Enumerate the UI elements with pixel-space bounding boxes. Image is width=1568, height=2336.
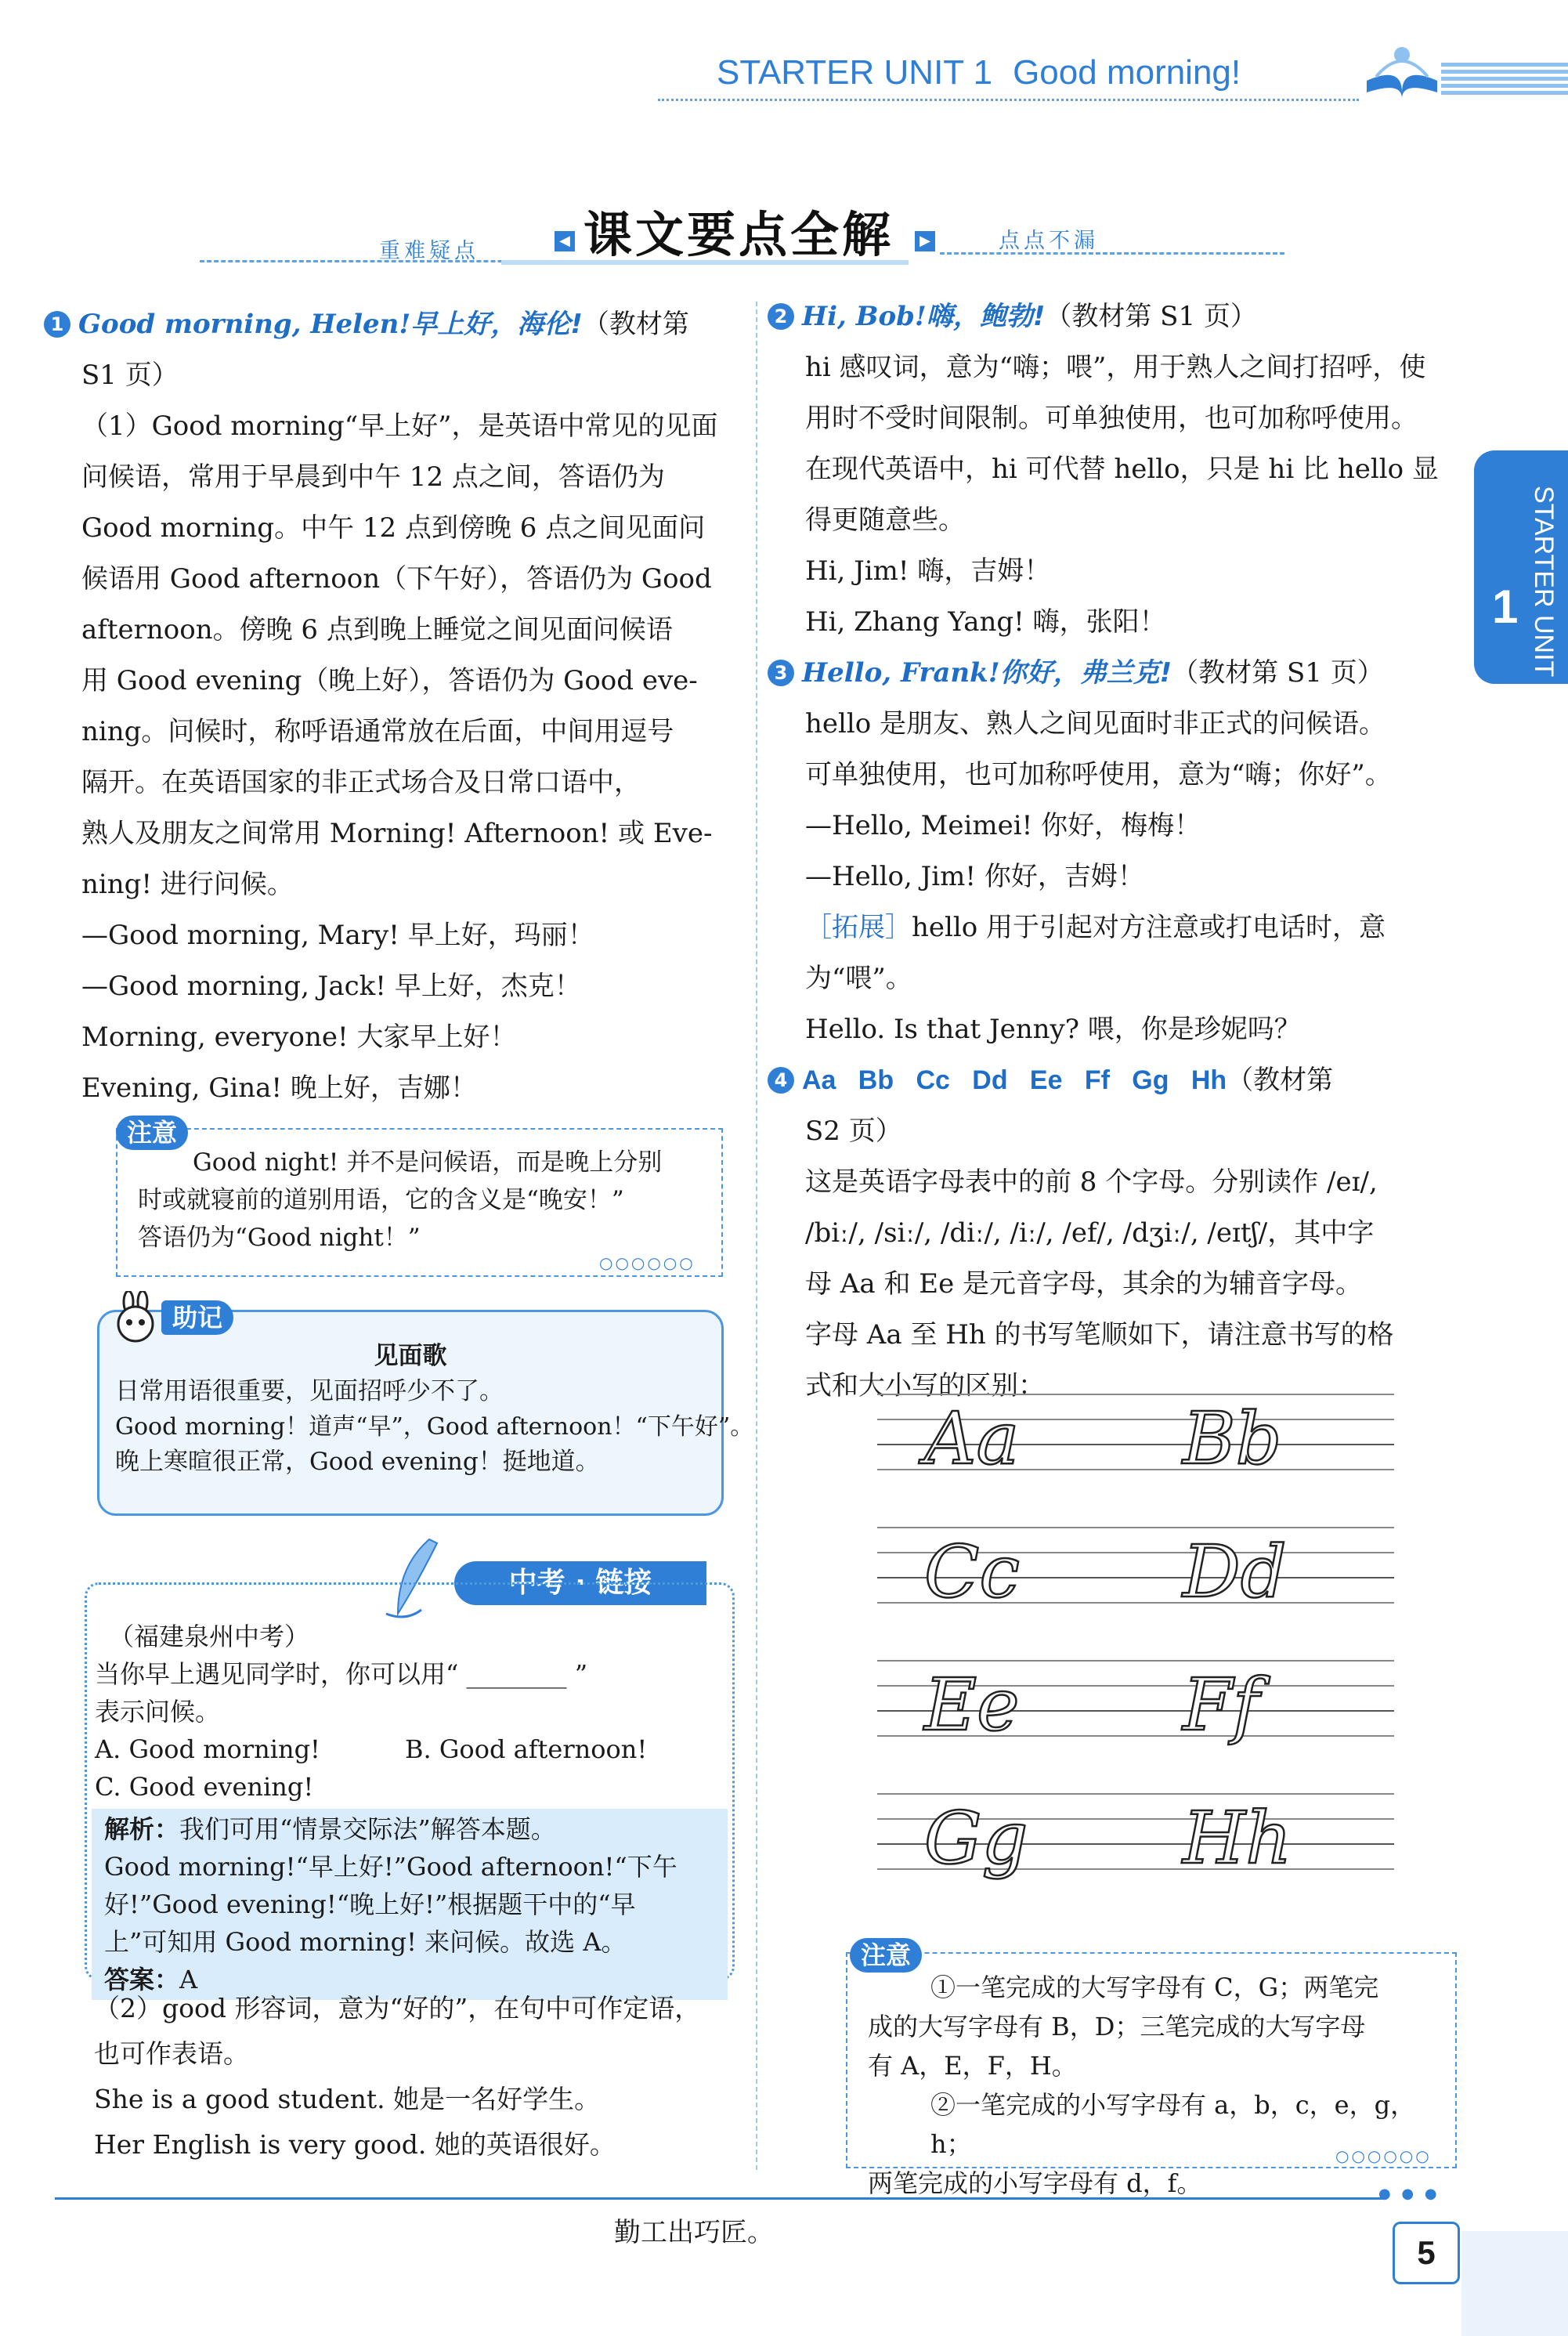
section-rule-left	[200, 260, 552, 262]
note-line: 有 A，E，F，H。	[868, 2051, 1077, 2081]
number-badge: 1	[44, 311, 70, 338]
note-line: ②一笔完成的小写字母有 a，b，c，e，g，h；	[930, 2090, 1416, 2159]
memory-line: 晚上寒暄很正常，Good evening！挺地道。	[115, 1448, 600, 1476]
extension-tag: ［拓展］	[805, 912, 912, 943]
letter-writing-grid	[877, 1383, 1394, 1915]
note-line: 答语仍为“Good night！”	[138, 1224, 421, 1252]
text-line: 用时不受时间限制。可单独使用，也可加称呼使用。	[805, 403, 1418, 434]
footer-motto: 勤工出巧匠。	[614, 2217, 774, 2248]
example-line: Evening, Gina! 晚上好，吉娜！	[81, 1072, 477, 1104]
example-line: Morning, everyone! 大家早上好！	[81, 1022, 517, 1053]
text-line: 为“喂”。	[805, 963, 912, 994]
left-column-bottom	[94, 1986, 736, 2168]
text-line: hello 用于引起对方注意或打电话时，意	[912, 912, 1386, 943]
section-rule-right	[940, 252, 1284, 255]
text-line: 母 Aa 和 Ee 是元音字母，其余的为辅音字母。	[805, 1268, 1362, 1300]
example-line: Hi, Jim! 嗨，吉姆！	[805, 555, 1051, 587]
point-3-english: Hello, Frank!	[802, 657, 1000, 689]
point-2-heading	[768, 291, 1457, 342]
point-2-chinese: 嗨，鲍勃!	[926, 301, 1046, 332]
text-line: hello 是朋友、熟人之间见面时非正式的问候语。	[805, 708, 1386, 739]
text-line: 问候语，常用于早晨到中午 12 点之间，答语仍为	[81, 461, 665, 493]
page-number-bar	[1461, 2231, 1568, 2336]
memory-line: Good morning！道声“早”，Good afternoon！“下午好”。	[115, 1413, 754, 1441]
letter-Hh: Hh	[1183, 1796, 1292, 1880]
exam-question: 当你早上遇见同学时，你可以用“ ________ ”	[95, 1659, 588, 1689]
exam-source: （福建泉州中考）	[109, 1622, 310, 1651]
side-tab-text: STARTER UNIT	[1529, 486, 1559, 678]
text-line: hi 感叹词，意为“嗨；喂”，用于熟人之间打招呼，使	[805, 352, 1426, 383]
point-3-heading	[768, 648, 1457, 699]
exam-box	[85, 1582, 735, 1994]
text-line: ning! 进行问候。	[81, 869, 294, 900]
note-dots: ○○○○○○	[599, 1253, 695, 1272]
text-line: 熟人及朋友之间常用 Morning! Afternoon! 或 Eve-	[81, 818, 713, 849]
text-line: （1）Good morning“早上好”，是英语中常见的见面	[81, 410, 718, 442]
letter-Ee: Ee	[924, 1663, 1020, 1747]
page-number: 5	[1393, 2222, 1460, 2284]
text-line: 式和大小写的区别：	[805, 1370, 1045, 1401]
letter-lines	[877, 1383, 1394, 1915]
letter-Cc: Cc	[924, 1530, 1020, 1614]
memory-title: 见面歌	[374, 1342, 447, 1370]
letter-Bb: Bb	[1183, 1397, 1282, 1481]
option-b: B. Good afternoon!	[405, 1734, 648, 1764]
memory-line: 日常用语很重要，见面招呼少不了。	[115, 1377, 504, 1405]
example-line: —Good morning, Jack! 早上好，杰克！	[81, 971, 581, 1002]
option-a: A. Good morning!	[95, 1734, 320, 1764]
number-badge: 2	[768, 303, 794, 330]
open-book-icon	[1359, 38, 1445, 100]
point-1-english: Good morning, Helen!	[78, 309, 411, 340]
text-line: 可单独使用，也可加称呼使用，意为“嗨；你好”。	[805, 759, 1392, 790]
text-line: ning。问候时，称呼语通常放在后面，中间用逗号	[81, 716, 674, 747]
point-1-ref-cont: S1 页）	[81, 360, 179, 391]
number-badge: 3	[768, 660, 794, 686]
memory-tag: 助记	[161, 1300, 233, 1335]
point-1-chinese: 早上好，海伦!	[410, 309, 583, 340]
point-4-heading	[768, 1055, 1457, 1106]
left-arrow-icon: ◀	[555, 231, 575, 251]
point-3-ref: （教材第 S1 页）	[1172, 657, 1384, 689]
text-line: 字母 Aa 至 Hh 的书写笔顺如下，请注意书写的格	[805, 1319, 1394, 1351]
example-line: Hi, Zhang Yang! 嗨，张阳！	[805, 606, 1166, 638]
point-4-ref-cont: S2 页）	[805, 1116, 902, 1147]
point-2-ref: （教材第 S1 页）	[1045, 301, 1257, 332]
example-line: —Good morning, Mary! 早上好，玛丽！	[81, 920, 594, 951]
note-tag: 注意	[116, 1116, 188, 1150]
note-dots: ○○○○○○	[1335, 2146, 1432, 2165]
point-1-heading	[44, 299, 733, 350]
example-line: She is a good student. 她是一名好学生。	[94, 2084, 601, 2114]
section-right-tag: 点点不漏	[999, 229, 1099, 253]
letter-Gg: Gg	[924, 1796, 1028, 1880]
letter-Dd: Dd	[1183, 1530, 1287, 1614]
point-2-english: Hi, Bob!	[802, 301, 927, 332]
text-line: /biː/, /siː/, /diː/, /iː/, /ef/, /dʒiː/, /eɪtʃ/，其中字	[805, 1217, 1375, 1249]
analysis-line: 好!”Good evening!“晚上好!”根据题干中的“早	[104, 1889, 636, 1919]
point-1-ref: （教材第	[582, 309, 689, 340]
analysis-label: 解析：	[104, 1814, 180, 1844]
page-header	[0, 0, 1568, 118]
text-line: 也可作表语。	[94, 2038, 249, 2069]
bunny-mascot-icon	[108, 1291, 163, 1346]
exam-link-tag: 中考 · 链接	[454, 1561, 706, 1605]
footer-dots: ● ● ●	[1378, 2186, 1440, 2202]
answer-label: 答案：	[104, 1965, 180, 1994]
point-3-chinese: 你好，弗兰克!	[999, 657, 1172, 689]
note-line: Good night! 并不是问候语，而是晚上分别	[193, 1148, 663, 1177]
text-line: 这是英语字母表中的前 8 个字母。分别读作 /eɪ/,	[805, 1166, 1378, 1198]
note-line: 两笔完成的小写字母有 d，f。	[868, 2168, 1202, 2198]
header-dotted-rule	[658, 99, 1359, 101]
analysis-line: Good morning!“早上好!”Good afternoon!“下午	[104, 1852, 677, 1882]
right-arrow-icon: ▶	[915, 231, 935, 251]
right-column	[768, 291, 1457, 1412]
analysis-line: 我们可用“情景交际法”解答本题。	[179, 1814, 556, 1844]
text-line: 用 Good evening（晚上好），答语仍为 Good eve-	[81, 665, 698, 696]
header-stripes	[1441, 63, 1568, 98]
exam-analysis	[92, 1809, 728, 2000]
example-line: Hello. Is that Jenny? 喂，你是珍妮吗？	[805, 1014, 1301, 1045]
memory-box	[97, 1310, 754, 1516]
example-line: Her English is very good. 她的英语很好。	[94, 2129, 616, 2160]
example-line: —Hello, Meimei! 你好，梅梅！	[805, 810, 1201, 841]
section-title: 课文要点全解	[583, 206, 894, 263]
text-line: 隔开。在英语国家的非正式场合及日常口语中，	[81, 767, 641, 798]
note-line: 成的大写字母有 B，D；三笔完成的大写字母	[868, 2012, 1366, 2041]
note-line: 时或就寝前的道别用语，它的含义是“晚安！”	[138, 1186, 624, 1214]
example-line: —Hello, Jim! 你好，吉姆！	[805, 861, 1144, 892]
letter-Aa: Aa	[924, 1397, 1020, 1481]
column-divider	[756, 302, 757, 2170]
answer-value: A	[179, 1965, 198, 1994]
left-column	[44, 299, 733, 1114]
header-title	[717, 53, 1241, 92]
side-tab-number: 1	[1492, 580, 1519, 633]
text-line: 得更随意些。	[805, 504, 965, 536]
section-left-tag: 重难疑点	[379, 239, 479, 263]
exam-question: 表示问候。	[95, 1697, 221, 1727]
number-badge: 4	[768, 1067, 794, 1094]
note-tag: 注意	[850, 1938, 922, 1973]
option-c: C. Good evening!	[95, 1772, 314, 1802]
note-box-right	[846, 1952, 1457, 2198]
text-line: 候语用 Good afternoon（下午好），答语仍为 Good	[81, 563, 712, 595]
analysis-line: 上”可知用 Good morning! 来问候。故选 A。	[104, 1927, 627, 1957]
unit-label: STARTER UNIT 1	[717, 53, 993, 92]
section-rule-mid	[501, 260, 909, 265]
text-line: （2）good 形容词，意为“好的”，在句中可作定语，	[94, 1993, 701, 2023]
point-4-letters: Aa Bb Cc Dd Ee Ff Gg Hh	[802, 1065, 1227, 1095]
point-4-ref: （教材第	[1227, 1065, 1334, 1096]
note-line: ①一笔完成的大写字母有 C，G；两笔完	[930, 1973, 1379, 2002]
footer-rule	[55, 2197, 1386, 2200]
text-line: 在现代英语中，hi 可代替 hello，只是 hi 比 hello 显	[805, 454, 1439, 485]
letter-Ff: Ff	[1183, 1663, 1259, 1747]
text-line: Good morning。中午 12 点到傍晚 6 点之间见面问	[81, 512, 706, 544]
text-line: afternoon。傍晚 6 点到晚上睡觉之间见面问候语	[81, 614, 673, 645]
unit-title: Good morning!	[1013, 53, 1241, 92]
